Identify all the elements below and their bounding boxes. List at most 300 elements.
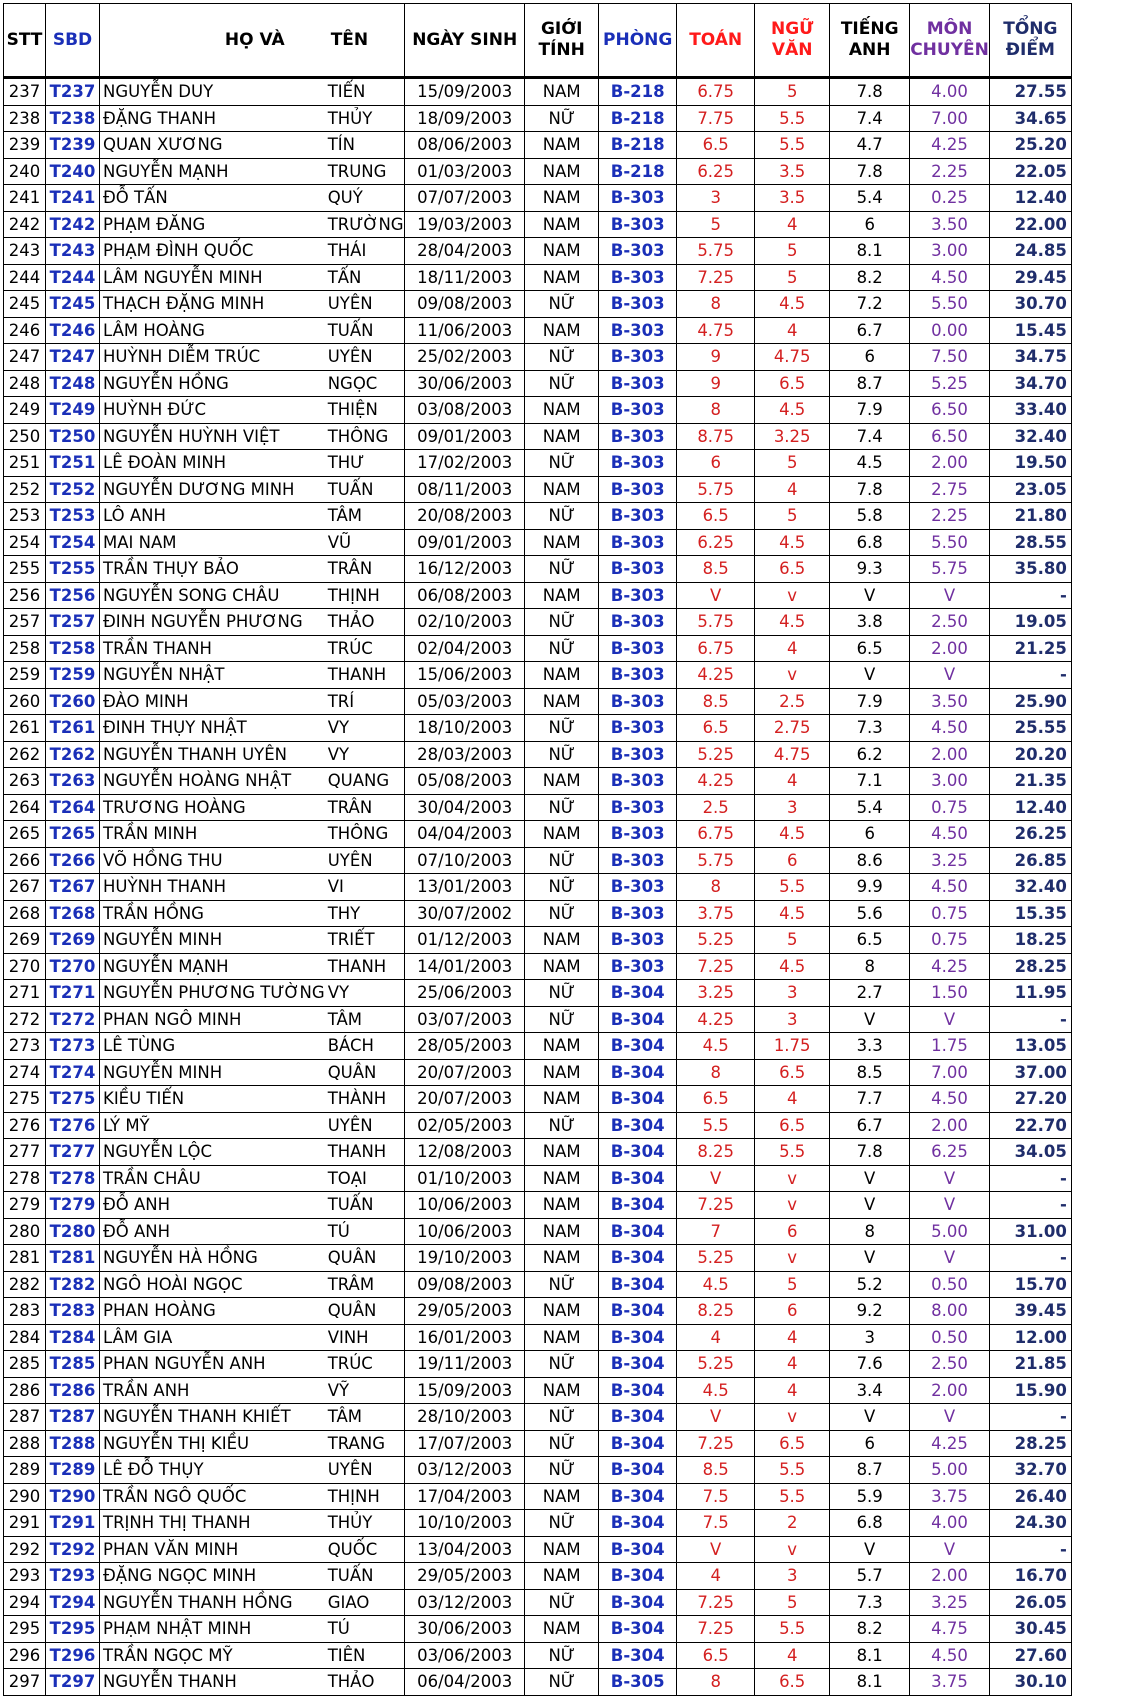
cell-sbd: T295 bbox=[46, 1616, 100, 1643]
table-row bbox=[4, 1616, 1072, 1643]
table-row bbox=[4, 1139, 1072, 1166]
cell-tong-diem: 25.90 bbox=[989, 688, 1071, 715]
cell-ho: LÊ TÙNG bbox=[100, 1033, 325, 1060]
cell-gioi-tinh: NỮ bbox=[525, 556, 599, 583]
cell-ngu-van: 3.25 bbox=[755, 423, 830, 450]
cell-tieng-anh: 7.3 bbox=[830, 715, 910, 742]
cell-tieng-anh: 6.5 bbox=[830, 927, 910, 954]
cell-sbd: T268 bbox=[46, 900, 100, 927]
cell-ho: MAI NAM bbox=[100, 529, 325, 556]
cell-tong-diem: 34.05 bbox=[989, 1139, 1071, 1166]
cell-gioi-tinh: NAM bbox=[525, 582, 599, 609]
cell-ten: TRÂM bbox=[325, 1271, 405, 1298]
cell-ngay-sinh: 20/07/2003 bbox=[405, 1059, 525, 1086]
cell-sbd: T252 bbox=[46, 476, 100, 503]
cell-ngu-van: 4.5 bbox=[755, 291, 830, 318]
cell-stt: 287 bbox=[4, 1404, 46, 1431]
cell-ngu-van: 5.5 bbox=[755, 1616, 830, 1643]
cell-sbd: T278 bbox=[46, 1165, 100, 1192]
cell-tieng-anh: 5.4 bbox=[830, 794, 910, 821]
cell-stt: 268 bbox=[4, 900, 46, 927]
cell-ngu-van: 2.75 bbox=[755, 715, 830, 742]
cell-tong-diem: 15.45 bbox=[989, 317, 1071, 344]
cell-tieng-anh: 8 bbox=[830, 1218, 910, 1245]
cell-ngu-van: v bbox=[755, 1245, 830, 1272]
cell-tieng-anh: 7.2 bbox=[830, 291, 910, 318]
table-row bbox=[4, 1536, 1072, 1563]
cell-ten: TÚ bbox=[325, 1616, 405, 1643]
cell-tong-diem: 32.70 bbox=[989, 1457, 1071, 1484]
cell-sbd: T291 bbox=[46, 1510, 100, 1537]
cell-toan: 4.5 bbox=[677, 1033, 755, 1060]
cell-ngay-sinh: 06/08/2003 bbox=[405, 582, 525, 609]
cell-phong: B-303 bbox=[599, 556, 677, 583]
cell-tong-diem: 27.60 bbox=[989, 1642, 1071, 1669]
cell-ten: TUẤN bbox=[325, 1192, 405, 1219]
cell-tieng-anh: 9.2 bbox=[830, 1298, 910, 1325]
cell-phong: B-303 bbox=[599, 582, 677, 609]
cell-gioi-tinh: NỮ bbox=[525, 503, 599, 530]
cell-phong: B-304 bbox=[599, 1510, 677, 1537]
cell-tong-diem: 35.80 bbox=[989, 556, 1071, 583]
cell-sbd: T263 bbox=[46, 768, 100, 795]
cell-gioi-tinh: NAM bbox=[525, 953, 599, 980]
cell-ngay-sinh: 15/09/2003 bbox=[405, 78, 525, 106]
cell-sbd: T271 bbox=[46, 980, 100, 1007]
cell-stt: 262 bbox=[4, 741, 46, 768]
cell-sbd: T261 bbox=[46, 715, 100, 742]
cell-mon-chuyen: 6.25 bbox=[910, 1139, 990, 1166]
cell-tong-diem: 13.05 bbox=[989, 1033, 1071, 1060]
cell-toan: 8 bbox=[677, 1059, 755, 1086]
cell-phong: B-303 bbox=[599, 450, 677, 477]
cell-mon-chuyen: V bbox=[910, 1006, 990, 1033]
cell-phong: B-303 bbox=[599, 529, 677, 556]
cell-phong: B-305 bbox=[599, 1669, 677, 1696]
table-row bbox=[4, 450, 1072, 477]
cell-tieng-anh: 2.7 bbox=[830, 980, 910, 1007]
cell-ngu-van: 4 bbox=[755, 476, 830, 503]
cell-stt: 238 bbox=[4, 105, 46, 132]
cell-tieng-anh: 8.2 bbox=[830, 264, 910, 291]
cell-sbd: T256 bbox=[46, 582, 100, 609]
cell-mon-chuyen: 0.75 bbox=[910, 927, 990, 954]
cell-tieng-anh: 7.8 bbox=[830, 78, 910, 106]
cell-ten: QUÂN bbox=[325, 1059, 405, 1086]
cell-phong: B-303 bbox=[599, 688, 677, 715]
cell-mon-chuyen: 0.50 bbox=[910, 1271, 990, 1298]
cell-ngay-sinh: 11/06/2003 bbox=[405, 317, 525, 344]
cell-gioi-tinh: NAM bbox=[525, 1165, 599, 1192]
cell-sbd: T296 bbox=[46, 1642, 100, 1669]
cell-ngu-van: 5.5 bbox=[755, 1483, 830, 1510]
header-ngu-van-line1: NGỮ bbox=[770, 19, 814, 39]
cell-stt: 281 bbox=[4, 1245, 46, 1272]
cell-tieng-anh: 8 bbox=[830, 953, 910, 980]
cell-mon-chuyen: 3.00 bbox=[910, 238, 990, 265]
table-row bbox=[4, 688, 1072, 715]
cell-ngay-sinh: 09/08/2003 bbox=[405, 291, 525, 318]
cell-gioi-tinh: NAM bbox=[525, 476, 599, 503]
cell-tong-diem: - bbox=[989, 1404, 1071, 1431]
cell-stt: 253 bbox=[4, 503, 46, 530]
cell-ngay-sinh: 20/07/2003 bbox=[405, 1086, 525, 1113]
table-row bbox=[4, 1324, 1072, 1351]
cell-mon-chuyen: 4.50 bbox=[910, 264, 990, 291]
cell-phong: B-218 bbox=[599, 78, 677, 106]
cell-tieng-anh: 7.7 bbox=[830, 1086, 910, 1113]
cell-tieng-anh: V bbox=[830, 1404, 910, 1431]
cell-toan: V bbox=[677, 1404, 755, 1431]
cell-ngay-sinh: 30/04/2003 bbox=[405, 794, 525, 821]
cell-stt: 267 bbox=[4, 874, 46, 901]
cell-tieng-anh: 7.9 bbox=[830, 397, 910, 424]
header-tong-diem bbox=[989, 4, 1071, 78]
cell-sbd: T254 bbox=[46, 529, 100, 556]
cell-ngu-van: 5.5 bbox=[755, 132, 830, 159]
cell-ngay-sinh: 13/01/2003 bbox=[405, 874, 525, 901]
header-tieng-anh-line2: ANH bbox=[848, 40, 891, 60]
cell-ho: TRẦN NGÔ QUỐC bbox=[100, 1483, 325, 1510]
cell-gioi-tinh: NAM bbox=[525, 132, 599, 159]
cell-gioi-tinh: NỮ bbox=[525, 609, 599, 636]
cell-mon-chuyen: 4.00 bbox=[910, 1510, 990, 1537]
cell-tong-diem: 21.25 bbox=[989, 635, 1071, 662]
cell-sbd: T292 bbox=[46, 1536, 100, 1563]
cell-ngu-van: 6.5 bbox=[755, 1112, 830, 1139]
cell-tong-diem: 30.10 bbox=[989, 1669, 1071, 1696]
cell-gioi-tinh: NỮ bbox=[525, 1006, 599, 1033]
cell-ngay-sinh: 16/12/2003 bbox=[405, 556, 525, 583]
cell-phong: B-303 bbox=[599, 953, 677, 980]
cell-ten: TRANG bbox=[325, 1430, 405, 1457]
cell-toan: 6 bbox=[677, 450, 755, 477]
cell-ngu-van: 6.5 bbox=[755, 556, 830, 583]
cell-ngay-sinh: 07/07/2003 bbox=[405, 185, 525, 212]
cell-ngay-sinh: 30/07/2002 bbox=[405, 900, 525, 927]
cell-ngay-sinh: 03/06/2003 bbox=[405, 1642, 525, 1669]
table-row bbox=[4, 370, 1072, 397]
header-row bbox=[4, 4, 1072, 78]
cell-tieng-anh: 6.7 bbox=[830, 1112, 910, 1139]
cell-ten: QUÂN bbox=[325, 1245, 405, 1272]
cell-gioi-tinh: NAM bbox=[525, 1033, 599, 1060]
cell-tieng-anh: 6.7 bbox=[830, 317, 910, 344]
cell-gioi-tinh: NAM bbox=[525, 158, 599, 185]
cell-tong-diem: 30.45 bbox=[989, 1616, 1071, 1643]
cell-sbd: T237 bbox=[46, 78, 100, 106]
table-row bbox=[4, 211, 1072, 238]
header-ngu-van bbox=[755, 4, 830, 78]
cell-toan: 5.25 bbox=[677, 741, 755, 768]
cell-mon-chuyen: 4.75 bbox=[910, 1616, 990, 1643]
cell-stt: 283 bbox=[4, 1298, 46, 1325]
cell-mon-chuyen: 1.50 bbox=[910, 980, 990, 1007]
cell-ho: LÊ ĐỖ THỤY bbox=[100, 1457, 325, 1484]
cell-gioi-tinh: NAM bbox=[525, 821, 599, 848]
cell-ten: UYÊN bbox=[325, 847, 405, 874]
cell-ngay-sinh: 15/06/2003 bbox=[405, 662, 525, 689]
cell-ten: THANH bbox=[325, 1139, 405, 1166]
cell-tieng-anh: 8.1 bbox=[830, 1642, 910, 1669]
cell-phong: B-304 bbox=[599, 1165, 677, 1192]
cell-ho: LÝ MỸ bbox=[100, 1112, 325, 1139]
cell-stt: 278 bbox=[4, 1165, 46, 1192]
cell-ho: NGUYỄN MẠNH bbox=[100, 158, 325, 185]
cell-tong-diem: 22.00 bbox=[989, 211, 1071, 238]
cell-stt: 280 bbox=[4, 1218, 46, 1245]
cell-ten: UYÊN bbox=[325, 344, 405, 371]
cell-sbd: T290 bbox=[46, 1483, 100, 1510]
cell-stt: 273 bbox=[4, 1033, 46, 1060]
cell-gioi-tinh: NAM bbox=[525, 1483, 599, 1510]
score-table bbox=[3, 3, 1072, 1696]
table-row bbox=[4, 609, 1072, 636]
cell-sbd: T243 bbox=[46, 238, 100, 265]
cell-stt: 244 bbox=[4, 264, 46, 291]
table-row bbox=[4, 158, 1072, 185]
cell-mon-chuyen: V bbox=[910, 1404, 990, 1431]
cell-gioi-tinh: NAM bbox=[525, 688, 599, 715]
cell-stt: 293 bbox=[4, 1563, 46, 1590]
table-row bbox=[4, 847, 1072, 874]
cell-stt: 282 bbox=[4, 1271, 46, 1298]
cell-phong: B-303 bbox=[599, 715, 677, 742]
cell-toan: 2.5 bbox=[677, 794, 755, 821]
cell-gioi-tinh: NỮ bbox=[525, 344, 599, 371]
cell-ten: VỸ bbox=[325, 1377, 405, 1404]
cell-mon-chuyen: 5.50 bbox=[910, 529, 990, 556]
cell-ngu-van: 6 bbox=[755, 1298, 830, 1325]
cell-tieng-anh: 8.5 bbox=[830, 1059, 910, 1086]
cell-ngu-van: 2.5 bbox=[755, 688, 830, 715]
cell-ho: NGUYỄN HỒNG bbox=[100, 370, 325, 397]
cell-ho: LÂM NGUYỄN MINH bbox=[100, 264, 325, 291]
cell-stt: 276 bbox=[4, 1112, 46, 1139]
cell-gioi-tinh: NỮ bbox=[525, 741, 599, 768]
cell-ho: HUỲNH THANH bbox=[100, 874, 325, 901]
cell-phong: B-303 bbox=[599, 185, 677, 212]
cell-mon-chuyen: 0.25 bbox=[910, 185, 990, 212]
cell-mon-chuyen: 3.00 bbox=[910, 768, 990, 795]
cell-mon-chuyen: 3.25 bbox=[910, 1589, 990, 1616]
cell-gioi-tinh: NAM bbox=[525, 238, 599, 265]
cell-ngay-sinh: 10/10/2003 bbox=[405, 1510, 525, 1537]
cell-ngay-sinh: 28/05/2003 bbox=[405, 1033, 525, 1060]
cell-gioi-tinh: NỮ bbox=[525, 900, 599, 927]
cell-ngay-sinh: 03/07/2003 bbox=[405, 1006, 525, 1033]
cell-stt: 263 bbox=[4, 768, 46, 795]
cell-mon-chuyen: 2.50 bbox=[910, 609, 990, 636]
cell-mon-chuyen: 7.00 bbox=[910, 105, 990, 132]
cell-ngay-sinh: 10/06/2003 bbox=[405, 1218, 525, 1245]
cell-sbd: T242 bbox=[46, 211, 100, 238]
cell-ten: UYÊN bbox=[325, 291, 405, 318]
cell-ngu-van: 1.75 bbox=[755, 1033, 830, 1060]
cell-ngu-van: 5 bbox=[755, 238, 830, 265]
cell-tong-diem: 12.40 bbox=[989, 185, 1071, 212]
cell-tong-diem: 16.70 bbox=[989, 1563, 1071, 1590]
cell-toan: 7.25 bbox=[677, 953, 755, 980]
cell-tong-diem: 22.05 bbox=[989, 158, 1071, 185]
cell-tong-diem: 12.00 bbox=[989, 1324, 1071, 1351]
cell-tong-diem: 33.40 bbox=[989, 397, 1071, 424]
cell-stt: 239 bbox=[4, 132, 46, 159]
cell-ten: BÁCH bbox=[325, 1033, 405, 1060]
cell-ngu-van: 4 bbox=[755, 317, 830, 344]
cell-tieng-anh: 6 bbox=[830, 344, 910, 371]
cell-gioi-tinh: NAM bbox=[525, 185, 599, 212]
cell-stt: 296 bbox=[4, 1642, 46, 1669]
cell-ho: LÔ ANH bbox=[100, 503, 325, 530]
cell-gioi-tinh: NỮ bbox=[525, 1510, 599, 1537]
cell-tieng-anh: 7.8 bbox=[830, 1139, 910, 1166]
cell-ngu-van: 4.5 bbox=[755, 609, 830, 636]
cell-toan: V bbox=[677, 1536, 755, 1563]
cell-phong: B-304 bbox=[599, 1086, 677, 1113]
cell-stt: 295 bbox=[4, 1616, 46, 1643]
cell-phong: B-303 bbox=[599, 821, 677, 848]
cell-tieng-anh: 5.4 bbox=[830, 185, 910, 212]
cell-ngay-sinh: 14/01/2003 bbox=[405, 953, 525, 980]
cell-ngu-van: 6.5 bbox=[755, 370, 830, 397]
cell-mon-chuyen: 2.75 bbox=[910, 476, 990, 503]
table-row bbox=[4, 1589, 1072, 1616]
cell-toan: 6.5 bbox=[677, 503, 755, 530]
cell-ngu-van: 3.5 bbox=[755, 158, 830, 185]
cell-ho: NGUYỄN THANH KHIẾT bbox=[100, 1404, 325, 1431]
cell-phong: B-303 bbox=[599, 662, 677, 689]
cell-mon-chuyen: 5.00 bbox=[910, 1218, 990, 1245]
cell-toan: 8.25 bbox=[677, 1139, 755, 1166]
cell-ten: THÀNH bbox=[325, 1086, 405, 1113]
cell-ngay-sinh: 08/06/2003 bbox=[405, 132, 525, 159]
cell-tong-diem: - bbox=[989, 1536, 1071, 1563]
cell-mon-chuyen: 2.50 bbox=[910, 1351, 990, 1378]
cell-ho: ĐẶNG THANH bbox=[100, 105, 325, 132]
cell-stt: 265 bbox=[4, 821, 46, 848]
cell-mon-chuyen: 2.00 bbox=[910, 741, 990, 768]
cell-tieng-anh: V bbox=[830, 1006, 910, 1033]
cell-phong: B-304 bbox=[599, 1457, 677, 1484]
cell-gioi-tinh: NỮ bbox=[525, 980, 599, 1007]
cell-toan: 5 bbox=[677, 211, 755, 238]
cell-phong: B-303 bbox=[599, 503, 677, 530]
cell-tieng-anh: 4.7 bbox=[830, 132, 910, 159]
cell-gioi-tinh: NAM bbox=[525, 1298, 599, 1325]
cell-phong: B-303 bbox=[599, 238, 677, 265]
cell-ngu-van: 4.75 bbox=[755, 344, 830, 371]
cell-toan: 4.5 bbox=[677, 1271, 755, 1298]
cell-phong: B-303 bbox=[599, 609, 677, 636]
cell-phong: B-304 bbox=[599, 1298, 677, 1325]
cell-ho: ĐỖ TẤN bbox=[100, 185, 325, 212]
cell-sbd: T281 bbox=[46, 1245, 100, 1272]
cell-ho: NGUYỄN MINH bbox=[100, 1059, 325, 1086]
header-gioi-tinh-line1: GIỚI bbox=[540, 19, 583, 39]
cell-tieng-anh: 6 bbox=[830, 1430, 910, 1457]
cell-mon-chuyen: 3.25 bbox=[910, 847, 990, 874]
cell-tieng-anh: 7.4 bbox=[830, 423, 910, 450]
cell-ho: PHẠM ĐĂNG bbox=[100, 211, 325, 238]
cell-mon-chuyen: 4.50 bbox=[910, 715, 990, 742]
header-mon-chuyen-line1: MÔN bbox=[926, 19, 973, 39]
cell-ngu-van: 5 bbox=[755, 78, 830, 106]
cell-stt: 277 bbox=[4, 1139, 46, 1166]
cell-sbd: T275 bbox=[46, 1086, 100, 1113]
cell-sbd: T288 bbox=[46, 1430, 100, 1457]
cell-sbd: T266 bbox=[46, 847, 100, 874]
cell-ho: NGUYỄN THANH bbox=[100, 1669, 325, 1696]
cell-gioi-tinh: NAM bbox=[525, 397, 599, 424]
cell-ngu-van: 5.5 bbox=[755, 105, 830, 132]
cell-ngay-sinh: 28/10/2003 bbox=[405, 1404, 525, 1431]
cell-sbd: T272 bbox=[46, 1006, 100, 1033]
cell-ho: NGUYỄN DUY bbox=[100, 78, 325, 106]
cell-tong-diem: 19.50 bbox=[989, 450, 1071, 477]
cell-gioi-tinh: NỮ bbox=[525, 847, 599, 874]
cell-gioi-tinh: NỮ bbox=[525, 1351, 599, 1378]
cell-tieng-anh: 4.5 bbox=[830, 450, 910, 477]
cell-ngu-van: 5.5 bbox=[755, 1457, 830, 1484]
cell-phong: B-304 bbox=[599, 1245, 677, 1272]
cell-phong: B-304 bbox=[599, 1483, 677, 1510]
table-row bbox=[4, 185, 1072, 212]
cell-ho: LÂM HOÀNG bbox=[100, 317, 325, 344]
cell-stt: 252 bbox=[4, 476, 46, 503]
cell-ten: THANH bbox=[325, 953, 405, 980]
cell-phong: B-303 bbox=[599, 264, 677, 291]
cell-ngu-van: 2 bbox=[755, 1510, 830, 1537]
table-row bbox=[4, 1192, 1072, 1219]
cell-toan: 4.75 bbox=[677, 317, 755, 344]
cell-sbd: T247 bbox=[46, 344, 100, 371]
cell-ten: THỊNH bbox=[325, 582, 405, 609]
header-sbd: SBD bbox=[46, 4, 100, 78]
cell-ngu-van: v bbox=[755, 1165, 830, 1192]
cell-ho: ĐÀO MINH bbox=[100, 688, 325, 715]
cell-stt: 241 bbox=[4, 185, 46, 212]
cell-ngu-van: v bbox=[755, 1192, 830, 1219]
cell-toan: 7.75 bbox=[677, 105, 755, 132]
cell-gioi-tinh: NAM bbox=[525, 662, 599, 689]
cell-tieng-anh: 8.1 bbox=[830, 1669, 910, 1696]
cell-ngu-van: 5 bbox=[755, 503, 830, 530]
cell-stt: 237 bbox=[4, 78, 46, 106]
cell-phong: B-304 bbox=[599, 1536, 677, 1563]
table-row bbox=[4, 1245, 1072, 1272]
cell-toan: 4.5 bbox=[677, 1377, 755, 1404]
cell-gioi-tinh: NAM bbox=[525, 1377, 599, 1404]
cell-ngay-sinh: 30/06/2003 bbox=[405, 1616, 525, 1643]
cell-tieng-anh: 9.3 bbox=[830, 556, 910, 583]
cell-mon-chuyen: 2.25 bbox=[910, 503, 990, 530]
cell-mon-chuyen: 6.50 bbox=[910, 397, 990, 424]
cell-ngay-sinh: 17/02/2003 bbox=[405, 450, 525, 477]
cell-ten: THIỆN bbox=[325, 397, 405, 424]
cell-ngay-sinh: 12/08/2003 bbox=[405, 1139, 525, 1166]
cell-phong: B-303 bbox=[599, 291, 677, 318]
cell-ten: TUẤN bbox=[325, 476, 405, 503]
header-ten: TÊN bbox=[325, 4, 405, 78]
cell-toan: 7.5 bbox=[677, 1510, 755, 1537]
cell-tong-diem: 20.20 bbox=[989, 741, 1071, 768]
table-row bbox=[4, 1642, 1072, 1669]
cell-sbd: T277 bbox=[46, 1139, 100, 1166]
cell-ten: THANH bbox=[325, 662, 405, 689]
cell-phong: B-304 bbox=[599, 1112, 677, 1139]
cell-ho: TRẦN CHÂU bbox=[100, 1165, 325, 1192]
